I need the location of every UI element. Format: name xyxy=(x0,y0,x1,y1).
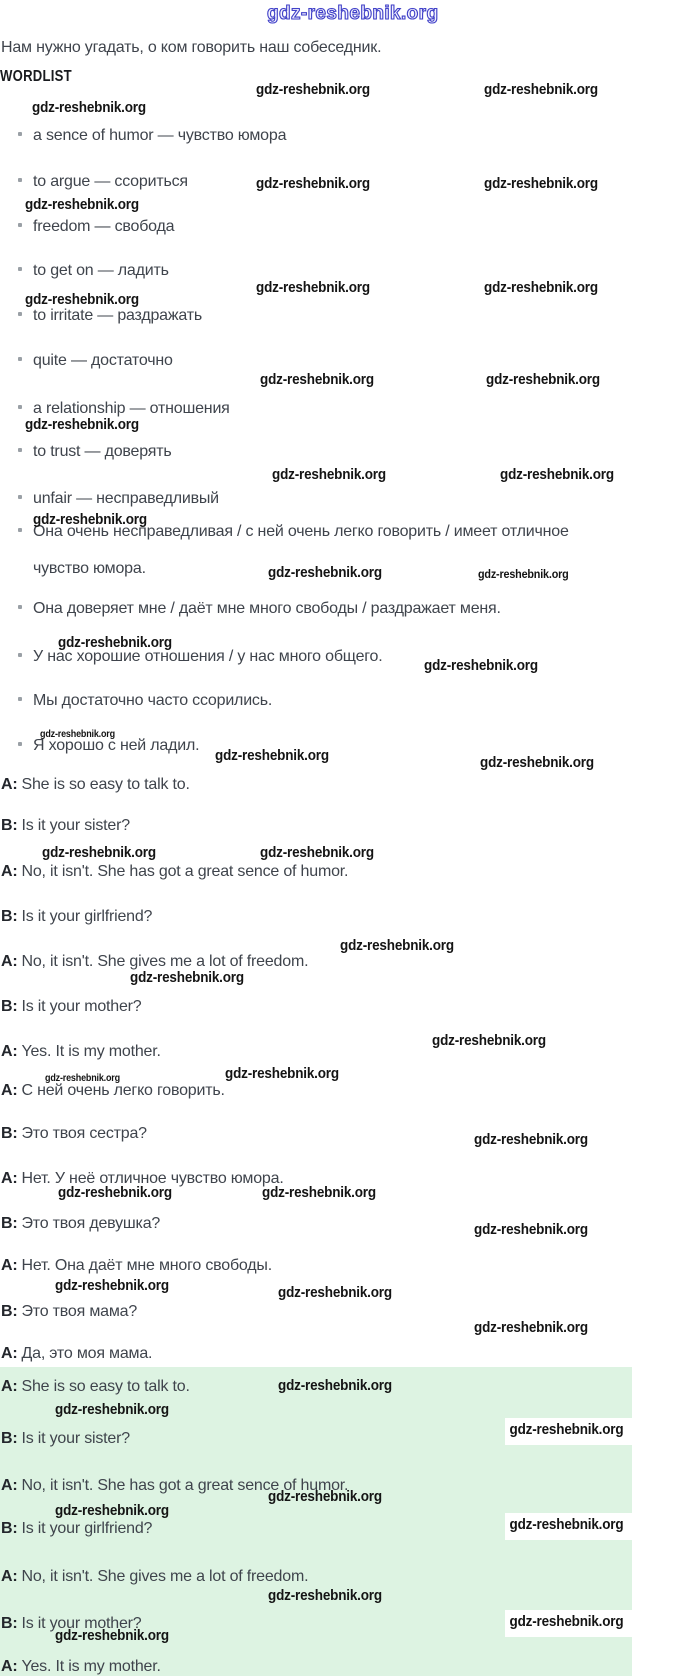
site-watermark: gdz-reshebnik.org xyxy=(256,279,370,296)
bullet-dot xyxy=(18,605,22,609)
speaker-label: B: xyxy=(1,817,18,834)
dialogue-text: No, it isn't. She has got a great sence of humor. xyxy=(21,1477,349,1494)
site-watermark: gdz-reshebnik.org xyxy=(272,466,386,483)
wordlist-item-text: unfair — несправедливый xyxy=(33,490,219,507)
wordlist-item-text: to get on — ладить xyxy=(33,262,169,279)
dialogue-text: Yes. It is my mother. xyxy=(21,1043,161,1060)
speaker-label: A: xyxy=(1,1170,18,1187)
wordlist-item xyxy=(0,443,172,461)
site-watermark-header: gdz-reshebnik.org xyxy=(267,3,439,24)
wordlist-item xyxy=(0,692,272,710)
site-watermark: gdz-reshebnik.org xyxy=(55,1401,169,1418)
speaker-label: A: xyxy=(1,1568,18,1585)
site-watermark: gdz-reshebnik.org xyxy=(478,567,569,581)
dialogue-text: She is so easy to talk to. xyxy=(21,776,190,793)
wordlist-item xyxy=(0,560,146,578)
site-watermark: gdz-reshebnik.org xyxy=(260,844,374,861)
wordlist-item-text: to irritate — раздражать xyxy=(33,307,202,324)
bullet-dot xyxy=(18,357,22,361)
wordlist-item-text: Она доверяет мне / даёт мне много свободы / раздражает меня. xyxy=(33,600,501,617)
wordlist-item xyxy=(0,218,174,236)
site-watermark: gdz-reshebnik.org xyxy=(268,1488,382,1505)
speaker-label: A: xyxy=(1,1477,18,1494)
dialogue-line xyxy=(1,863,348,881)
site-watermark: gdz-reshebnik.org xyxy=(484,81,598,98)
dialogue-text: Is it your mother? xyxy=(21,1615,142,1632)
wordlist-item-text: У нас хорошие отношения / у нас много общего. xyxy=(33,648,383,665)
speaker-label: A: xyxy=(1,1658,18,1675)
dialogue-text: Yes. It is my mother. xyxy=(21,1658,161,1675)
site-watermark: gdz-reshebnik.org xyxy=(256,81,370,98)
site-watermark: gdz-reshebnik.org xyxy=(484,175,598,192)
site-watermark: gdz-reshebnik.org xyxy=(25,291,139,308)
bullet-dot xyxy=(18,528,22,532)
dialogue-text: She is so easy to talk to. xyxy=(21,1378,190,1395)
speaker-label: B: xyxy=(1,908,18,925)
site-watermark: gdz-reshebnik.org xyxy=(474,1221,588,1238)
site-watermark: gdz-reshebnik.org xyxy=(480,754,594,771)
wordlist-item-text: чувство юмора. xyxy=(33,560,146,577)
speaker-label: A: xyxy=(1,1257,18,1274)
site-watermark: gdz-reshebnik.org xyxy=(256,175,370,192)
dialogue-line xyxy=(1,1378,190,1396)
wordlist-item xyxy=(0,127,286,145)
site-watermark: gdz-reshebnik.org xyxy=(32,99,146,116)
bullet-dot xyxy=(18,405,22,409)
wordlist-item xyxy=(0,173,188,191)
site-watermark: gdz-reshebnik.org xyxy=(505,1610,659,1637)
wordlist-item-text: quite — достаточно xyxy=(33,352,173,369)
wordlist-item-text: a relationship — отношения xyxy=(33,400,230,417)
dialogue-line xyxy=(1,1658,161,1676)
dialogue-line xyxy=(1,908,152,926)
site-watermark: gdz-reshebnik.org xyxy=(474,1319,588,1336)
site-watermark: gdz-reshebnik.org xyxy=(268,564,382,581)
dialogue-line xyxy=(1,1520,152,1538)
wordlist-item-text: Мы достаточно часто ссорились. xyxy=(33,692,273,709)
wordlist-item xyxy=(0,352,173,370)
dialogue-text: No, it isn't. She gives me a lot of freedom. xyxy=(21,1568,309,1585)
bullet-dot xyxy=(18,132,22,136)
dialogue-text: Is it your girlfriend? xyxy=(21,908,153,925)
speaker-label: A: xyxy=(1,863,18,880)
site-watermark: gdz-reshebnik.org xyxy=(130,969,244,986)
speaker-label: A: xyxy=(1,1345,18,1362)
speaker-label: B: xyxy=(1,1430,18,1447)
dialogue-line xyxy=(1,1257,272,1275)
dialogue-line xyxy=(1,817,130,835)
site-watermark: gdz-reshebnik.org xyxy=(278,1284,392,1301)
bullet-dot xyxy=(18,495,22,499)
dialogue-text: Is it your mother? xyxy=(21,998,142,1015)
bullet-dot xyxy=(18,697,22,701)
site-watermark: gdz-reshebnik.org xyxy=(58,1184,172,1201)
dialogue-line xyxy=(1,1043,161,1061)
speaker-label: A: xyxy=(1,1043,18,1060)
site-watermark: gdz-reshebnik.org xyxy=(268,1587,382,1604)
site-watermark: gdz-reshebnik.org xyxy=(40,729,115,740)
wordlist-title: WORDLIST xyxy=(0,68,72,85)
site-watermark: gdz-reshebnik.org xyxy=(215,747,329,764)
speaker-label: B: xyxy=(1,1125,18,1142)
dialogue-text: Is it your girlfriend? xyxy=(21,1520,153,1537)
wordlist-item xyxy=(0,600,501,618)
dialogue-line xyxy=(1,1303,137,1321)
wordlist-item-text: Она очень несправедливая / с ней очень легко говорить / имеет отличное xyxy=(33,523,569,540)
site-watermark: gdz-reshebnik.org xyxy=(25,196,139,213)
dialogue-line xyxy=(1,1345,152,1363)
dialogue-text: Это твоя мама? xyxy=(21,1303,138,1320)
site-watermark: gdz-reshebnik.org xyxy=(432,1032,546,1049)
wordlist-item xyxy=(0,490,219,508)
speaker-label: B: xyxy=(1,1303,18,1320)
dialogue-line xyxy=(1,1215,160,1233)
speaker-label: A: xyxy=(1,776,18,793)
site-watermark: gdz-reshebnik.org xyxy=(500,466,614,483)
dialogue-line xyxy=(1,1430,130,1448)
speaker-label: B: xyxy=(1,1520,18,1537)
dialogue-text: Это твоя сестра? xyxy=(21,1125,147,1142)
site-watermark: gdz-reshebnik.org xyxy=(42,844,156,861)
dialogue-text: No, it isn't. She has got a great sence of humor. xyxy=(21,863,349,880)
dialogue-text: Да, это моя мама. xyxy=(21,1345,153,1362)
intro-text: Нам нужно угадать, о ком говорить наш собеседник. xyxy=(1,39,382,56)
site-watermark: gdz-reshebnik.org xyxy=(55,1502,169,1519)
dialogue-line xyxy=(1,998,142,1016)
bullet-dot xyxy=(18,742,22,746)
dialogue-text: Is it your sister? xyxy=(21,817,130,834)
site-watermark: gdz-reshebnik.org xyxy=(55,1627,169,1644)
site-watermark: gdz-reshebnik.org xyxy=(340,937,454,954)
dialogue-text: Это твоя девушка? xyxy=(21,1215,161,1232)
dialogue-line xyxy=(1,776,190,794)
speaker-label: B: xyxy=(1,998,18,1015)
speaker-label: A: xyxy=(1,953,18,970)
wordlist-item xyxy=(0,307,202,325)
dialogue-text: Нет. У неё отличное чувство юмора. xyxy=(21,1170,284,1187)
site-watermark: gdz-reshebnik.org xyxy=(484,279,598,296)
speaker-label: B: xyxy=(1,1215,18,1232)
bullet-dot xyxy=(18,223,22,227)
wordlist-item xyxy=(0,262,169,280)
wordlist-item-text: to trust — доверять xyxy=(33,443,172,460)
site-watermark: gdz-reshebnik.org xyxy=(262,1184,376,1201)
speaker-label: A: xyxy=(1,1082,18,1099)
dialogue-text: Нет. Она даёт мне много свободы. xyxy=(21,1257,272,1274)
dialogue-text: С ней очень легко говорить. xyxy=(21,1082,225,1099)
site-watermark: gdz-reshebnik.org xyxy=(33,511,147,528)
wordlist-item-text: Я хорошо с ней ладил. xyxy=(33,737,200,754)
site-watermark: gdz-reshebnik.org xyxy=(278,1377,392,1394)
bullet-dot xyxy=(18,448,22,452)
bullet-dot xyxy=(18,653,22,657)
dialogue-line xyxy=(1,1082,225,1100)
site-watermark: gdz-reshebnik.org xyxy=(25,416,139,433)
site-watermark: gdz-reshebnik.org xyxy=(225,1065,339,1082)
dialogue-text: No, it isn't. She gives me a lot of freedom. xyxy=(21,953,309,970)
site-watermark: gdz-reshebnik.org xyxy=(486,371,600,388)
site-watermark: gdz-reshebnik.org xyxy=(505,1418,659,1445)
speaker-label: A: xyxy=(1,1378,18,1395)
site-watermark: gdz-reshebnik.org xyxy=(505,1513,659,1540)
site-watermark: gdz-reshebnik.org xyxy=(260,371,374,388)
dialogue-line xyxy=(1,1568,308,1586)
site-watermark: gdz-reshebnik.org xyxy=(45,1073,120,1084)
site-watermark: gdz-reshebnik.org xyxy=(58,634,172,651)
site-watermark: gdz-reshebnik.org xyxy=(474,1131,588,1148)
speaker-label: B: xyxy=(1,1615,18,1632)
dialogue-line xyxy=(1,1125,147,1143)
dialogue-text: Is it your sister? xyxy=(21,1430,130,1447)
wordlist-item-text: to argue — ссориться xyxy=(33,173,188,190)
wordlist-item-text: freedom — свобода xyxy=(33,218,175,235)
bullet-dot xyxy=(18,267,22,271)
site-watermark: gdz-reshebnik.org xyxy=(55,1277,169,1294)
wordlist-item-text: a sence of humor — чувство юмора xyxy=(33,127,287,144)
bullet-dot xyxy=(18,178,22,182)
bullet-dot xyxy=(18,312,22,316)
site-watermark: gdz-reshebnik.org xyxy=(424,657,538,674)
